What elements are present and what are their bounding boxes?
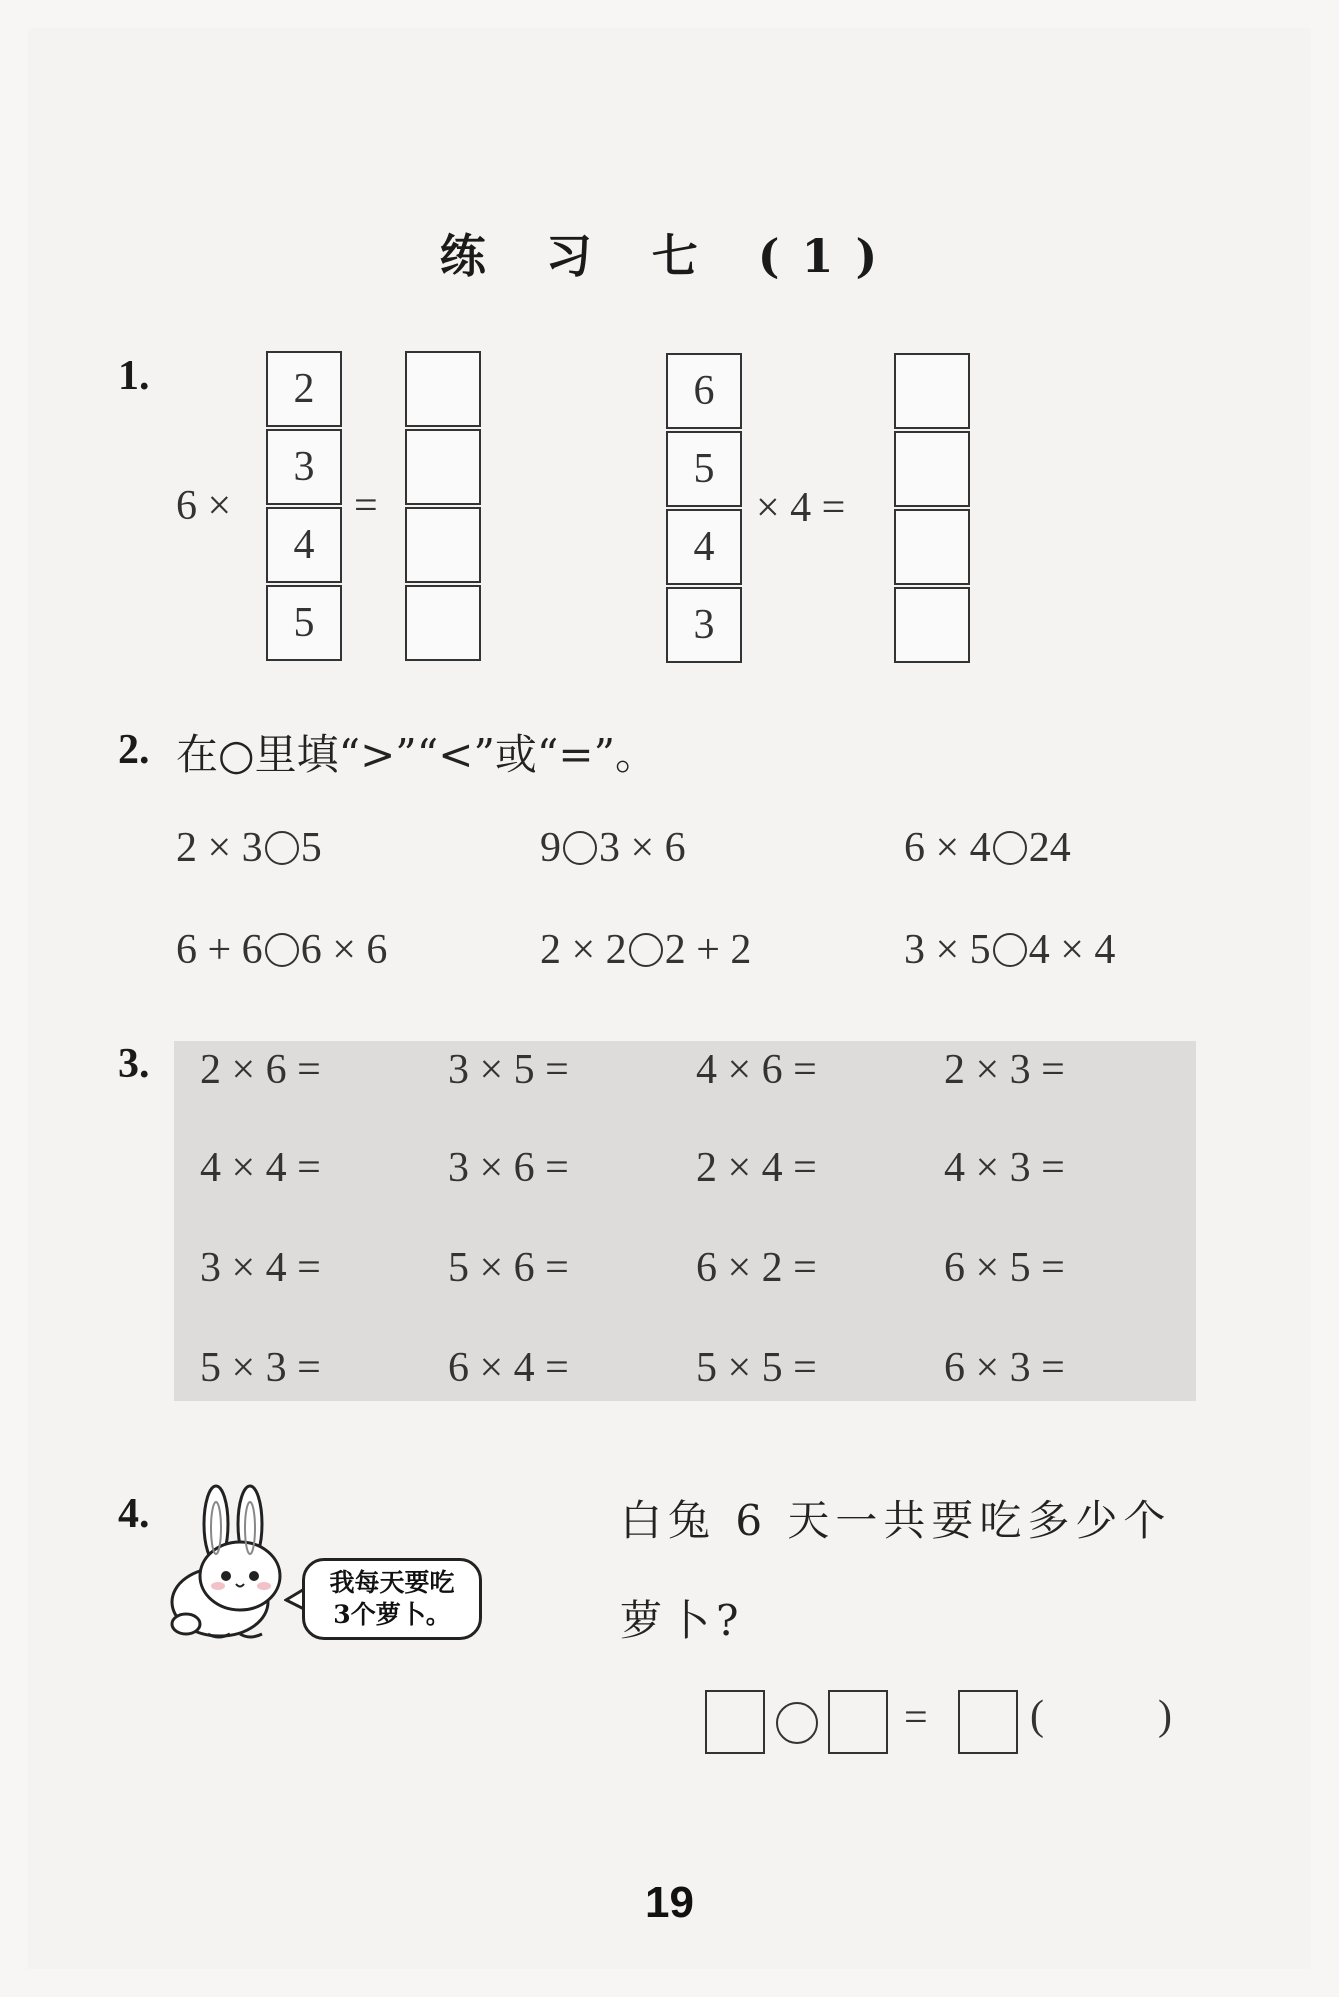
question-2-number: 2. [118, 727, 150, 773]
bubble-line-1: 我每天要吃 [329, 1568, 455, 1597]
q3-expression: 6 × 3 = [944, 1345, 1065, 1391]
compare-circle[interactable] [265, 933, 299, 967]
q1-right-answer-cell[interactable] [894, 587, 970, 663]
q3-expression: 6 × 2 = [696, 1245, 817, 1291]
q2-instruction: 在○里填“>”“<”或“=”。 [176, 730, 658, 779]
compare-circle[interactable] [993, 831, 1027, 865]
q1-left-cell: 3 [266, 429, 342, 505]
page-background [28, 28, 1311, 1969]
question-1-number: 1. [118, 353, 150, 399]
compare-circle[interactable] [265, 831, 299, 865]
q3-expression: 5 × 5 = [696, 1345, 817, 1391]
q3-expression: 3 × 4 = [200, 1245, 321, 1291]
unit-paren-open: ( [1030, 1693, 1044, 1739]
q1-right-answer-cell[interactable] [894, 509, 970, 585]
answer-box-2[interactable] [828, 1690, 888, 1754]
q3-expression: 2 × 6 = [200, 1047, 321, 1093]
operator-circle[interactable] [776, 1702, 818, 1744]
speech-bubble [302, 1558, 482, 1640]
answer-box-1[interactable] [705, 1690, 765, 1754]
q2-item: 2 × 3 5 [176, 825, 322, 871]
q3-expression: 5 × 6 = [448, 1245, 569, 1291]
q2-item: 9 3 × 6 [540, 825, 686, 871]
q3-expression: 4 × 4 = [200, 1145, 321, 1191]
unit-paren-close: ) [1158, 1693, 1172, 1739]
q2-item: 2 × 2 2 + 2 [540, 927, 752, 973]
q3-expression: 6 × 4 = [448, 1345, 569, 1391]
unit-answer-blank[interactable] [1052, 1690, 1152, 1754]
bubble-line-2: 3个萝卜。 [333, 1600, 451, 1629]
q1-left-prefix: 6 × [176, 483, 232, 529]
answer-box-3[interactable] [958, 1690, 1018, 1754]
q1-right-suffix: × 4 = [756, 485, 846, 531]
q1-left-cell: 2 [266, 351, 342, 427]
q1-left-answer-cell[interactable] [405, 507, 481, 583]
q4-equals: = [904, 1695, 928, 1741]
q3-expression: 2 × 3 = [944, 1047, 1065, 1093]
page-title: 练 习 七 (1) [439, 229, 900, 283]
q1-right-cell: 3 [666, 587, 742, 663]
compare-circle[interactable] [563, 831, 597, 865]
q2-item: 3 × 5 4 × 4 [904, 927, 1116, 973]
q3-expression: 3 × 5 = [448, 1047, 569, 1093]
q1-right-cell: 5 [666, 431, 742, 507]
q1-left-answer-cell[interactable] [405, 585, 481, 661]
q3-expression: 5 × 3 = [200, 1345, 321, 1391]
page-number: 19 [645, 1878, 694, 1927]
q1-right-cell: 4 [666, 509, 742, 585]
q1-left-answer-cell[interactable] [405, 429, 481, 505]
question-3-number: 3. [118, 1041, 150, 1087]
q1-left-equals: = [354, 483, 378, 529]
q4-question-line-2: 萝卜? [620, 1596, 745, 1645]
q3-expression: 4 × 3 = [944, 1145, 1065, 1191]
question-4-number: 4. [118, 1491, 150, 1537]
q2-item: 6 × 4 24 [904, 825, 1071, 871]
compare-circle[interactable] [629, 933, 663, 967]
compare-circle[interactable] [993, 933, 1027, 967]
q1-right-answer-cell[interactable] [894, 431, 970, 507]
q1-right-answer-cell[interactable] [894, 353, 970, 429]
q3-expression: 2 × 4 = [696, 1145, 817, 1191]
rabbit-illustration [168, 1484, 308, 1640]
q1-right-cell: 6 [666, 353, 742, 429]
q1-left-cell: 4 [266, 507, 342, 583]
q3-expression: 6 × 5 = [944, 1245, 1065, 1291]
q3-expression: 4 × 6 = [696, 1047, 817, 1093]
q1-left-answer-cell[interactable] [405, 351, 481, 427]
q4-question-line-1: 白兔 6 天一共要吃多少个 [620, 1496, 1172, 1545]
q2-item: 6 + 6 6 × 6 [176, 927, 388, 973]
q3-expression: 3 × 6 = [448, 1145, 569, 1191]
q1-left-cell: 5 [266, 585, 342, 661]
